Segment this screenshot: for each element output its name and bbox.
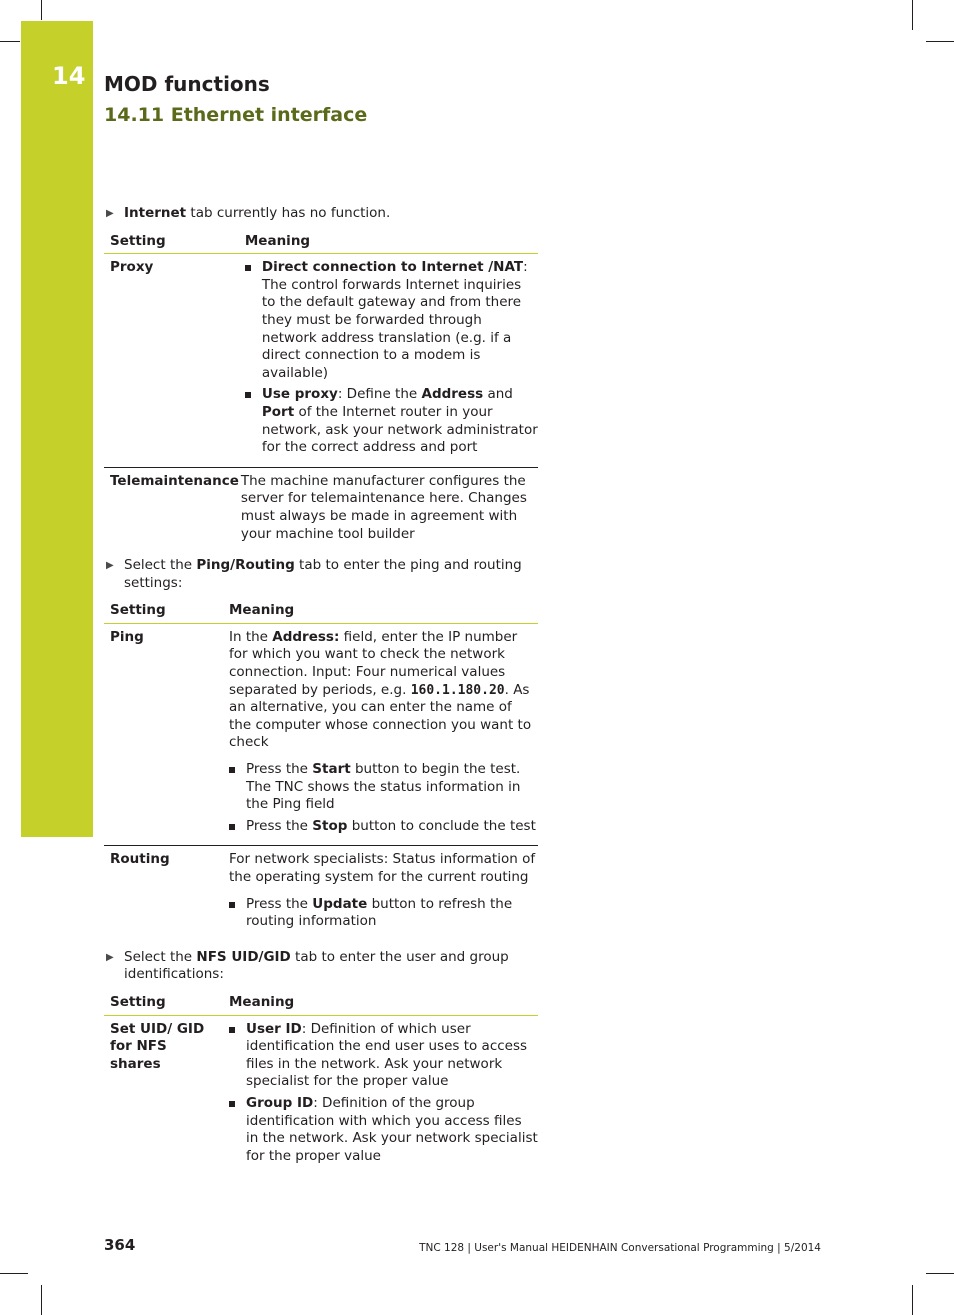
- crop-mark: [912, 0, 913, 30]
- header-setting: Setting: [104, 991, 223, 1015]
- square-bullet-icon: [245, 265, 251, 271]
- square-bullet-icon: [229, 824, 235, 830]
- list-item: User ID: Definition of which user identification the end user uses to access files in the network. Ask your network specialist for the proper value: [229, 1021, 538, 1091]
- list-item: Use proxy: Define the Address and Port of the Internet router in your network, ask your network administrator for the correct address and port: [245, 386, 538, 456]
- crop-mark: [912, 1285, 913, 1315]
- table-row: [104, 1015, 538, 1175]
- table-row: [104, 623, 538, 846]
- triangle-right-icon: ▶: [106, 951, 114, 963]
- header-meaning: Meaning: [223, 599, 538, 623]
- intro-ping-routing: ▶ Select the Ping/Routing tab to enter the ping and routing settings:: [106, 557, 522, 591]
- nfs-table: [104, 991, 538, 1175]
- intro-internet: ▶ Internet tab currently has no function.: [106, 205, 391, 221]
- ping-routing-table: [104, 599, 538, 941]
- chapter-number: 14: [52, 62, 86, 90]
- internet-settings-table: [104, 230, 538, 550]
- table-row: [104, 254, 538, 468]
- triangle-right-icon: ▶: [106, 208, 114, 219]
- square-bullet-icon: [229, 902, 235, 908]
- header-meaning: Meaning: [239, 230, 538, 254]
- setting-routing: Routing: [110, 851, 170, 868]
- header-meaning: Meaning: [223, 991, 538, 1015]
- setting-telemaintenance: Telemaintenance: [110, 472, 239, 489]
- setting-uid-gid: Set UID/ GID for NFS shares: [110, 1020, 205, 1072]
- list-item: Direct connection to Internet /NAT: The control forwards Internet inquiries to the default gateway and from there they must be forwarded through network address translation (e.g. if a direct connection to a modem is available): [245, 259, 538, 382]
- crop-mark: [926, 41, 954, 42]
- list-item: Press the Stop button to conclude the test: [229, 818, 538, 836]
- chapter-tab: [21, 21, 93, 837]
- page-number: 364: [104, 1236, 136, 1254]
- crop-mark: [41, 1285, 42, 1315]
- header-setting: Setting: [104, 230, 239, 254]
- list-item: Press the Start button to begin the test. The TNC shows the status information in the Ping field: [229, 761, 538, 814]
- routing-description: For network specialists: Status information of the operating system for the current routing: [229, 851, 536, 885]
- square-bullet-icon: [229, 767, 235, 773]
- page-content: [104, 205, 538, 1183]
- square-bullet-icon: [229, 1101, 235, 1107]
- chapter-title: MOD functions: [104, 72, 270, 96]
- intro-nfs: ▶ Select the NFS UID/GID tab to enter the user and group identifications:: [106, 948, 509, 983]
- table-row: [104, 467, 538, 549]
- crop-mark: [41, 0, 42, 20]
- crop-mark: [0, 1273, 28, 1274]
- ping-description: In the Address: field, enter the IP number for which you want to check the network connection. Input: Four numerical values separated by periods, e.g. 160.1.180.20. As an alternative, you can enter the name of the computer whose connection you want to check: [229, 628, 532, 751]
- square-bullet-icon: [245, 392, 251, 398]
- meaning-telemaintenance: The machine manufacturer configures the server for telemaintenance here. Changes must always be made in agreement with your machine tool builder: [240, 472, 527, 542]
- square-bullet-icon: [229, 1027, 235, 1033]
- header-setting: Setting: [104, 599, 223, 623]
- setting-ping: Ping: [104, 623, 223, 846]
- crop-mark: [926, 1273, 954, 1274]
- setting-proxy: Proxy: [104, 254, 239, 468]
- triangle-right-icon: ▶: [106, 560, 114, 572]
- section-title: 14.11 Ethernet interface: [104, 104, 368, 126]
- table-row: [104, 846, 538, 941]
- list-item: Group ID: Definition of the group identification with which you access files in the network. Ask your network specialist for the proper value: [229, 1095, 538, 1165]
- list-item: Press the Update button to refresh the routing information: [229, 896, 538, 931]
- crop-mark: [0, 41, 20, 42]
- footer-text: TNC 128 | User's Manual HEIDENHAIN Conversational Programming | 5/2014: [419, 1242, 821, 1254]
